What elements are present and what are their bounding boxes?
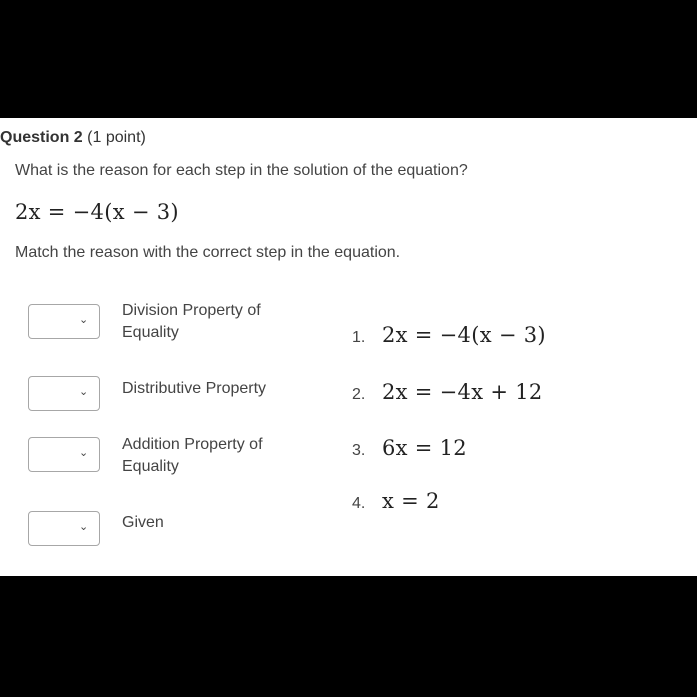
step-2 xyxy=(352,380,543,404)
step-equation: 6x = 12 xyxy=(382,436,467,460)
step-equation: x = 2 xyxy=(382,489,440,513)
reason-label-1: Division Property of Equality xyxy=(122,302,261,341)
step-equation: 2x = −4x + 12 xyxy=(382,380,543,404)
question-instruction: Match the reason with the correct step in the equation. xyxy=(15,244,401,261)
step-3 xyxy=(352,436,467,460)
chevron-down-icon: ⌄ xyxy=(79,385,89,398)
step-number: 3. xyxy=(352,442,366,459)
reason-select-4[interactable] xyxy=(28,511,100,546)
question-label: Question 2 xyxy=(0,129,83,146)
chevron-down-icon: ⌄ xyxy=(79,446,89,459)
reason-select-1[interactable] xyxy=(28,304,100,339)
step-4 xyxy=(352,489,440,513)
step-1 xyxy=(352,323,546,347)
question-points: (1 point) xyxy=(87,129,146,146)
question-panel xyxy=(0,118,697,576)
reason-label-4: Given xyxy=(122,514,164,531)
step-equation: 2x = −4(x − 3) xyxy=(382,323,546,347)
reason-select-3[interactable] xyxy=(28,437,100,472)
reason-select-2[interactable] xyxy=(28,376,100,411)
question-equation: 2x = −4(x − 3) xyxy=(15,200,179,224)
step-number: 2. xyxy=(352,386,366,403)
chevron-down-icon: ⌄ xyxy=(79,520,89,533)
step-number: 1. xyxy=(352,329,366,346)
question-header xyxy=(0,129,146,147)
step-number: 4. xyxy=(352,495,366,512)
question-prompt: What is the reason for each step in the solution of the equation? xyxy=(15,162,468,179)
chevron-down-icon: ⌄ xyxy=(79,313,89,326)
reason-label-2: Distributive Property xyxy=(122,380,267,397)
reason-label-3: Addition Property of Equality xyxy=(122,436,263,475)
